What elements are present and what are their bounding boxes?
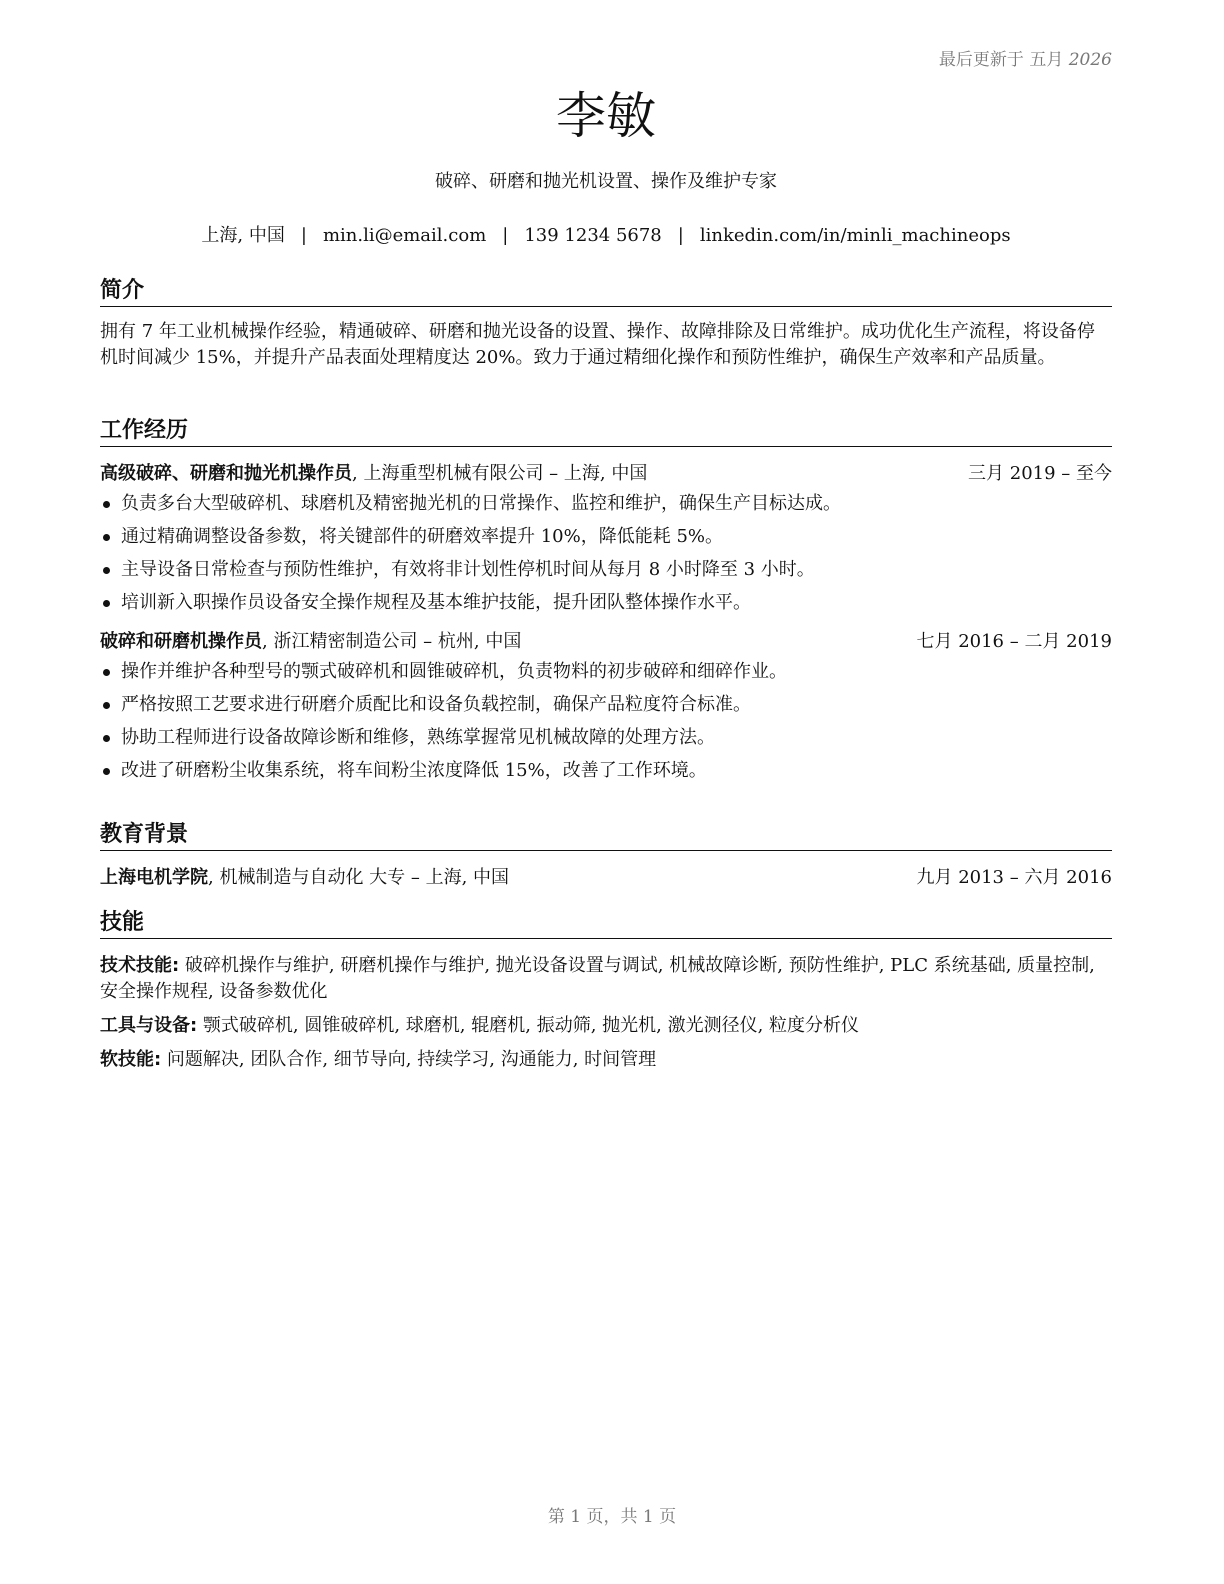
page-number-footer: 第 1 页，共 1 页 <box>547 1507 677 1527</box>
list-item <box>100 726 1112 750</box>
skill-row-technical <box>100 953 1112 1005</box>
bullet-icon <box>103 669 110 676</box>
job-title: 破碎和研磨机操作员 <box>100 631 262 652</box>
headline-tagline: 破碎、研磨和抛光机设置、操作及维护专家 <box>435 171 777 192</box>
skill-row-tools <box>100 1013 1112 1039</box>
summary-section <box>100 278 1112 371</box>
list-item <box>100 492 1112 516</box>
bullet-icon <box>103 600 110 607</box>
summary-text: 拥有 7 年工业机械操作经验，精通破碎、研磨和抛光设备的设置、操作、故障排除及日常维护。成功优化生产流程，将设备停机时间减少 15%，并提升产品表面处理精度达 20%。致力于通过精细化操作和预防性维护，确保生产效率和产品质量。 <box>100 321 1095 368</box>
bullet-text: 操作并维护各种型号的颚式破碎机和圆锥破碎机，负责物料的初步破碎和细碎作业。 <box>121 661 787 682</box>
contact-location: 上海, 中国 <box>201 225 285 246</box>
list-item <box>100 525 1112 549</box>
section-title-summary: 简介 <box>100 278 1112 307</box>
bullet-icon <box>103 567 110 574</box>
skill-label: 工具与设备: <box>100 1015 198 1036</box>
job-company: , 上海重型机械有限公司 – 上海, 中国 <box>352 463 648 484</box>
last-updated-label: 最后更新于 五月 <box>938 50 1064 70</box>
skill-text: 颚式破碎机, 圆锥破碎机, 球磨机, 辊磨机, 振动筛, 抛光机, 激光测径仪, 粒度分析仪 <box>197 1015 860 1036</box>
job-header <box>100 462 1112 486</box>
bullet-icon <box>103 735 110 742</box>
contact-info <box>100 224 1112 248</box>
list-item <box>100 759 1112 783</box>
section-title-experience: 工作经历 <box>100 418 1112 447</box>
bullet-icon <box>103 534 110 541</box>
school-name: 上海电机学院 <box>100 867 208 888</box>
bullet-icon <box>103 702 110 709</box>
last-updated <box>939 45 1112 70</box>
education-entry <box>100 866 1112 890</box>
skill-row-soft <box>100 1047 1112 1073</box>
job-bullets <box>100 492 1112 615</box>
bullet-text: 负责多台大型破碎机、球磨机及精密抛光机的日常操作、监控和维护，确保生产目标达成。 <box>121 493 841 514</box>
job-title-line <box>100 630 521 654</box>
section-title-education: 教育背景 <box>100 822 1112 851</box>
skill-text: 破碎机操作与维护, 研磨机操作与维护, 抛光设备设置与调试, 机械故障诊断, 预防性维护, PLC 系统基础, 质量控制, 安全操作规程, 设备参数优化 <box>100 955 1095 1002</box>
list-item <box>100 591 1112 615</box>
job-entry <box>100 630 1112 783</box>
bullet-text: 培训新入职操作员设备安全操作规程及基本维护技能，提升团队整体操作水平。 <box>121 592 751 613</box>
bullet-text: 主导设备日常检查与预防性维护，有效将非计划性停机时间从每月 8 小时降至 3 小时。 <box>121 559 815 580</box>
job-company: , 浙江精密制造公司 – 杭州, 中国 <box>262 631 522 652</box>
bullet-text: 协助工程师进行设备故障诊断和维修，熟练掌握常见机械故障的处理方法。 <box>121 727 715 748</box>
job-header <box>100 630 1112 654</box>
education-dates: 九月 2013 – 六月 2016 <box>916 867 1112 888</box>
contact-separator: | <box>502 225 509 246</box>
skill-text: 问题解决, 团队合作, 细节导向, 持续学习, 沟通能力, 时间管理 <box>161 1049 657 1070</box>
experience-section <box>100 418 1112 792</box>
job-title: 高级破碎、研磨和抛光机操作员 <box>100 463 352 484</box>
job-dates: 七月 2016 – 二月 2019 <box>916 631 1112 652</box>
last-updated-year: 2026 <box>1068 50 1112 70</box>
job-dates: 三月 2019 – 至今 <box>968 463 1112 484</box>
list-item <box>100 693 1112 717</box>
skills-list <box>100 953 1112 1073</box>
education-section <box>100 822 1112 890</box>
bullet-icon <box>103 501 110 508</box>
bullet-text: 严格按照工艺要求进行研磨介质配比和设备负载控制，确保产品粒度符合标准。 <box>121 694 751 715</box>
section-title-skills: 技能 <box>100 910 1112 939</box>
contact-linkedin-link[interactable]: linkedin.com/in/minli_machineops <box>699 225 1011 246</box>
list-item <box>100 558 1112 582</box>
education-line <box>100 866 509 890</box>
bullet-text: 通过精确调整设备参数，将关键部件的研磨效率提升 10%，降低能耗 5%。 <box>121 526 724 547</box>
job-entry <box>100 462 1112 615</box>
skill-label: 软技能: <box>100 1049 162 1070</box>
contact-email-link[interactable]: min.li@email.com <box>322 225 487 246</box>
contact-separator: | <box>300 225 307 246</box>
job-bullets <box>100 660 1112 783</box>
list-item <box>100 660 1112 684</box>
education-detail: , 机械制造与自动化 大专 – 上海, 中国 <box>208 867 510 888</box>
contact-phone: 139 1234 5678 <box>524 225 662 246</box>
contact-separator: | <box>677 225 684 246</box>
skill-label: 技术技能: <box>100 955 180 976</box>
candidate-name: 李敏 <box>556 87 656 145</box>
bullet-icon <box>103 768 110 775</box>
skills-section <box>100 910 1112 1081</box>
job-title-line <box>100 462 647 486</box>
bullet-text: 改进了研磨粉尘收集系统，将车间粉尘浓度降低 15%，改善了工作环境。 <box>121 760 707 781</box>
